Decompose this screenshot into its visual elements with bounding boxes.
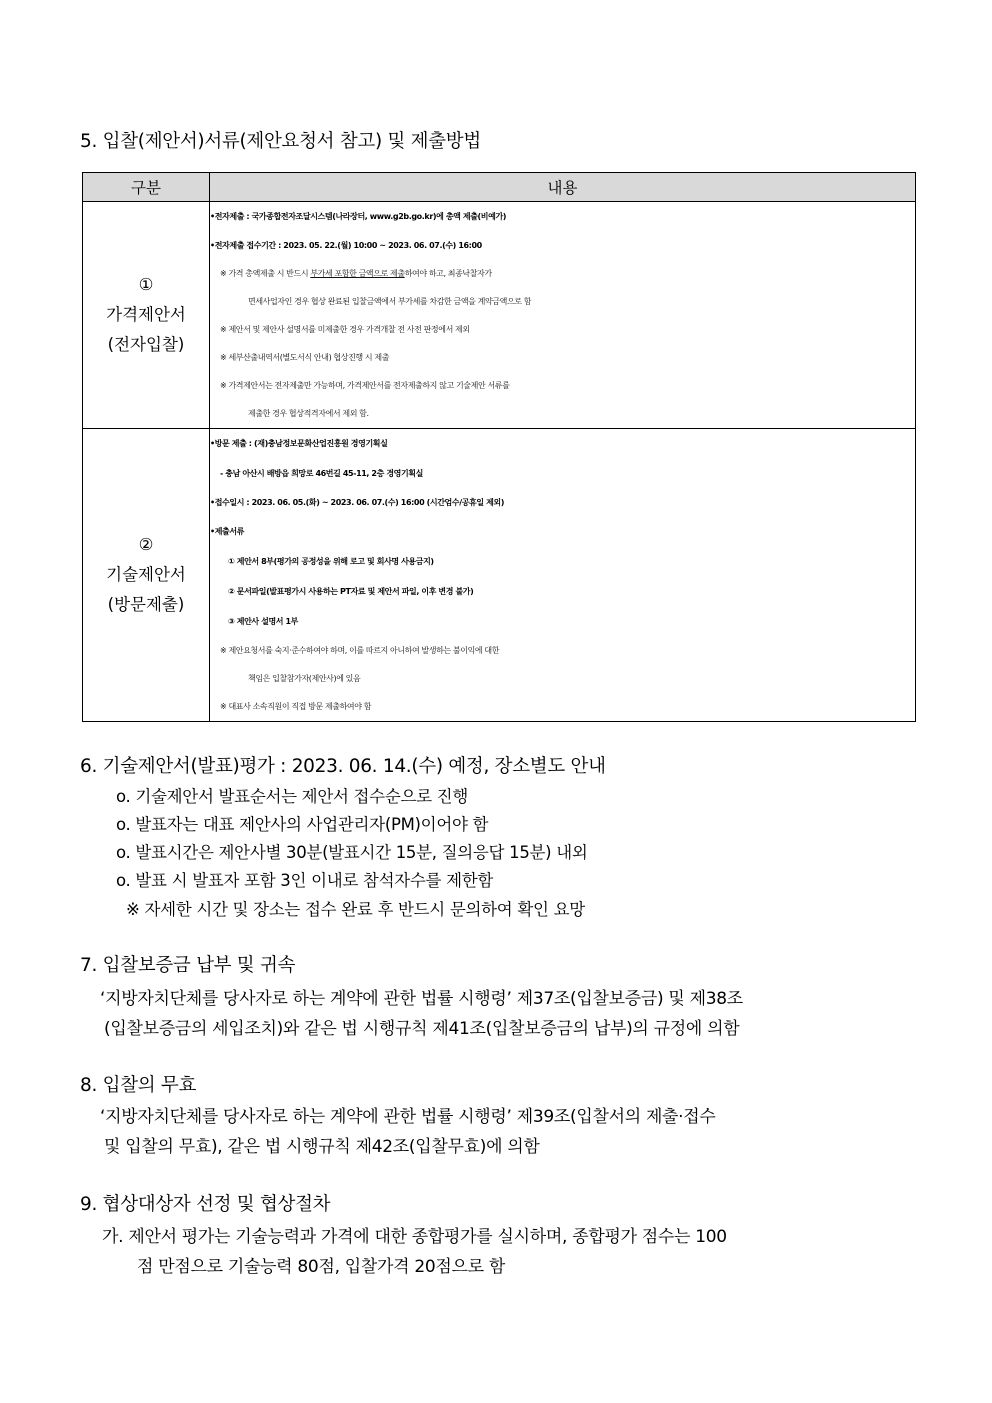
label-number: ②: [138, 535, 154, 554]
list-item: o. 발표자는 대표 제안사의 사업관리자(PM)이어야 함: [116, 815, 489, 834]
row-content-price: [210, 202, 916, 429]
text-line: •방문 제출 : (재)충남정보문화산업진흥원 경영기획실: [210, 439, 388, 448]
underlined-text: 부가세 포함한 금액으로 제출: [310, 269, 405, 278]
paragraph-line: (입찰보증금의 세입조치)와 같은 법 시행규칙 제41조(입찰보증금의 납부)의 규정에 의함: [104, 1019, 740, 1039]
submission-table: [82, 172, 916, 722]
text-line: •제출서류: [210, 527, 245, 536]
note-text: ※ 가격 총액제출 시 반드시: [220, 269, 311, 278]
note-line: 면세사업자인 경우 협상 완료된 입찰금액에서 부가세를 차감한 금액을 계약금액으로 함: [248, 297, 532, 306]
note-line: ※ 가격제안서는 전자제출만 가능하며, 가격제안서를 전자제출하지 않고 기술제안 서류를: [220, 381, 510, 390]
section-5-heading: 5. 입찰(제안서)서류(제안요청서 참고) 및 제출방법: [80, 131, 481, 152]
section-8-heading: 8. 입찰의 무효: [80, 1075, 197, 1096]
paragraph-line: ‘지방자치단체를 당사자로 하는 계약에 관한 법률 시행령’ 제39조(입찰서의 제출·접수: [100, 1107, 716, 1127]
section-6-heading: 6. 기술제안서(발표)평가 : 2023. 06. 14.(수) 예정, 장소별도 안내: [80, 756, 606, 777]
section-7-heading: 7. 입찰보증금 납부 및 귀속: [80, 955, 296, 976]
doc-item: ② 문서파일(발표평가시 사용하는 PT자료 및 제안서 파일, 이후 변경 불가): [228, 587, 474, 596]
text-line: •전자제출 : 국가종합전자조달시스템(나라장터, www.g2b.go.kr)에 총액 제출(비예가): [210, 212, 507, 221]
label-name: 기술제안서: [106, 565, 186, 584]
header-category: 구분: [83, 173, 210, 202]
header-content: 내용: [210, 173, 916, 202]
text-line: •전자제출 접수기간 : 2023. 05. 22.(월) 10:00 ~ 2023. 06. 07.(수) 16:00: [210, 241, 482, 250]
note-line: ※ 세부산출내역서(별도서식 안내) 협상진행 시 제출: [220, 353, 390, 362]
table-header-row: [83, 173, 916, 202]
note-line: 제출한 경우 협상적격자에서 제외 함.: [248, 409, 369, 418]
note-line: [210, 260, 915, 288]
note-line: ※ 제안요청서를 숙지·준수하여야 하며, 이를 따르지 아니하여 발생하는 불이익에 대한: [220, 646, 500, 655]
note-line: ※ 제안서 및 제안사 설명서를 미제출한 경우 가격개찰 전 사전 판정에서 제외: [220, 325, 470, 334]
note-text: 하여야 하고, 최종낙찰자가: [404, 269, 492, 278]
label-name: 가격제안서: [106, 305, 186, 324]
label-type: (방문제출): [107, 595, 185, 614]
row-label-price: [83, 202, 210, 429]
paragraph-line: ‘지방자치단체를 당사자로 하는 계약에 관한 법률 시행령’ 제37조(입찰보증금) 및 제38조: [100, 989, 743, 1009]
note-line: 책임은 입찰참가자(제안사)에 있음: [248, 674, 361, 683]
section-9-heading: 9. 협상대상자 선정 및 협상절차: [80, 1194, 331, 1215]
paragraph-line: 및 입찰의 무효), 같은 법 시행규칙 제42조(입찰무효)에 의함: [104, 1137, 540, 1157]
note-line: ※ 대표사 소속직원이 직접 방문 제출하여야 함: [220, 702, 372, 711]
text-line: - 충남 아산시 배방읍 희망로 46번길 45-11, 2층 경영기획실: [220, 469, 423, 478]
row-label-technical: [83, 429, 210, 722]
table-row: [83, 429, 916, 722]
paragraph-line: 점 만점으로 기술능력 80점, 입찰가격 20점으로 함: [137, 1257, 505, 1277]
table-row: [83, 202, 916, 429]
paragraph-line: 가. 제안서 평가는 기술능력과 가격에 대한 종합평가를 실시하며, 종합평가 점수는 100: [102, 1227, 727, 1247]
label-number: ①: [138, 275, 154, 294]
doc-item: ③ 제안사 설명서 1부: [228, 617, 298, 626]
section-6-note: ※ 자세한 시간 및 장소는 접수 완료 후 반드시 문의하여 확인 요망: [126, 900, 585, 919]
list-item: o. 발표 시 발표자 포함 3인 이내로 참석자수를 제한함: [116, 871, 493, 890]
text-line: •접수일시 : 2023. 06. 05.(화) ~ 2023. 06. 07.(수) 16:00 (시간엄수/공휴일 제외): [210, 498, 504, 507]
label-type: (전자입찰): [107, 335, 185, 354]
row-content-technical: [210, 429, 916, 722]
list-item: o. 기술제안서 발표순서는 제안서 접수순으로 진행: [116, 787, 468, 806]
doc-item: ① 제안서 8부(평가의 공정성을 위해 로고 및 회사명 사용금지): [228, 557, 434, 566]
list-item: o. 발표시간은 제안사별 30분(발표시간 15분, 질의응답 15분) 내외: [116, 843, 588, 862]
